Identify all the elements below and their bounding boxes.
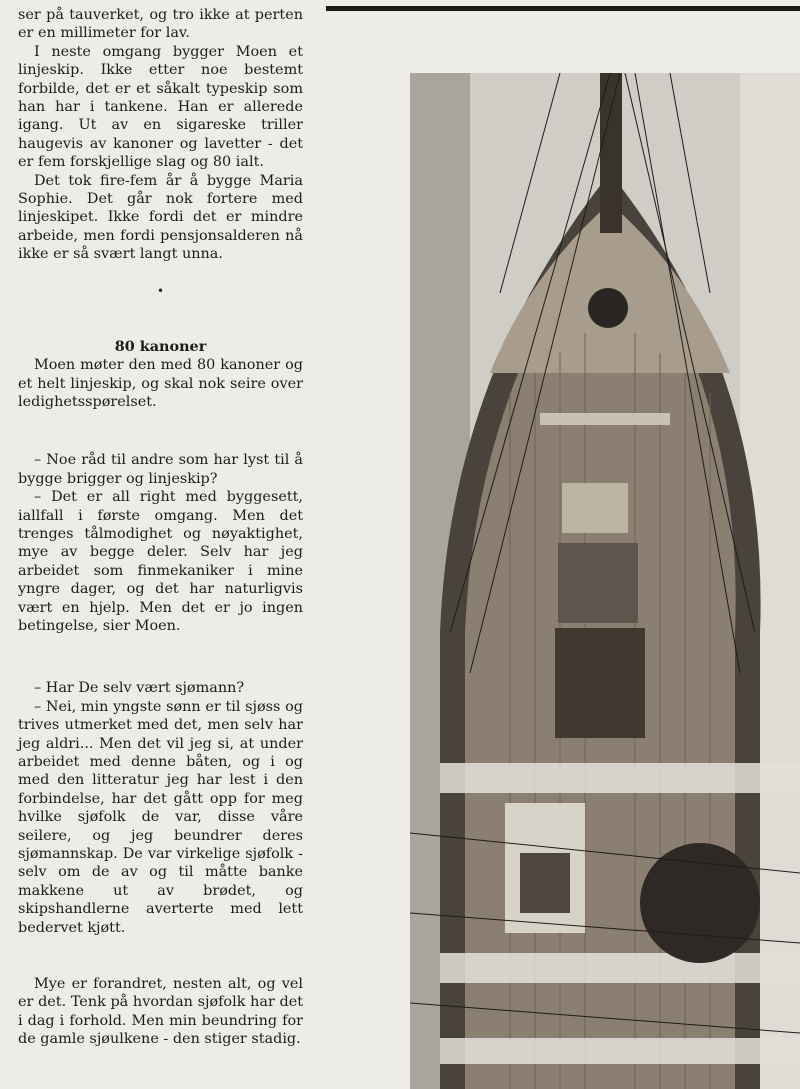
- ship-model-photo: [410, 73, 800, 1089]
- paragraph-5: – Noe råd til andre som har lyst til å bygge brigger og linjeskip?: [18, 452, 303, 487]
- paragraph-6: – Det er all right med byggesett, iallfall i første omgang. Men det trenges tålmodighet og nøyaktighet, mye av begge deler. Selv har jeg arbeidet som finmekaniker i mine yngre dager, og det har naturligvis vært en hjelp. Men det er jo ingen betingelse, sier Moen.: [18, 489, 303, 634]
- paragraph-7: – Har De selv vært sjømann?: [34, 680, 245, 697]
- paragraph-8: – Nei, min yngste sønn er til sjøss og trives utmerket med det, men selv har jeg aldri... Men det vil jeg si, at under arbeidet med denne båten, og i og med den litteratur jeg har lest i den forbindelse, har det gått opp for meg hvilke sjøfolk de var, disse våre seilere, og jeg beundrer deres sjømannskap. De var virkelige sjøfolk - selv om de av og til måtte banke makkene ut av brødet, og skipshandlerne averterte med lett bedervet kjøtt.: [18, 698, 303, 936]
- paragraph-2: I neste omgang bygger Moen et linjeskip. Ikke etter noe bestemt forbilde, det er et såkalt typeskip som han har i tankene. Han er allerede igang. Ut av en sigareske triller haugevis av kanoner og lavetter - det er fem forskjellige slag og 80 ialt.: [18, 43, 303, 171]
- bullet-dot: •: [156, 283, 165, 298]
- paragraph-1: ser på tauverket, og tro ikke at perten er en millimeter for lav.: [18, 7, 303, 42]
- section-heading: 80 kanoner: [114, 337, 207, 355]
- article-column: [18, 6, 303, 1049]
- ship-deck-illustration: [410, 73, 800, 1089]
- paragraph-4: Moen møter den med 80 kanoner og et helt linjeskip, og skal nok seire over ledighetsspørelset.: [18, 357, 303, 410]
- paragraph-3: Det tok fire-fem år å bygge Maria Sophie. Det går nok fortere med linjeskipet. Ikke fordi det er mindre arbeide, men fordi pensjonsalderen nå ikke er så svært langt unna.: [18, 172, 303, 263]
- top-rule: [326, 6, 800, 11]
- paragraph-9: Mye er forandret, nesten alt, og vel er det. Tenk på hvordan sjøfolk har det i dag i forhold. Men min beundring for de gamle sjøulkene - den stiger stadig.: [18, 976, 303, 1048]
